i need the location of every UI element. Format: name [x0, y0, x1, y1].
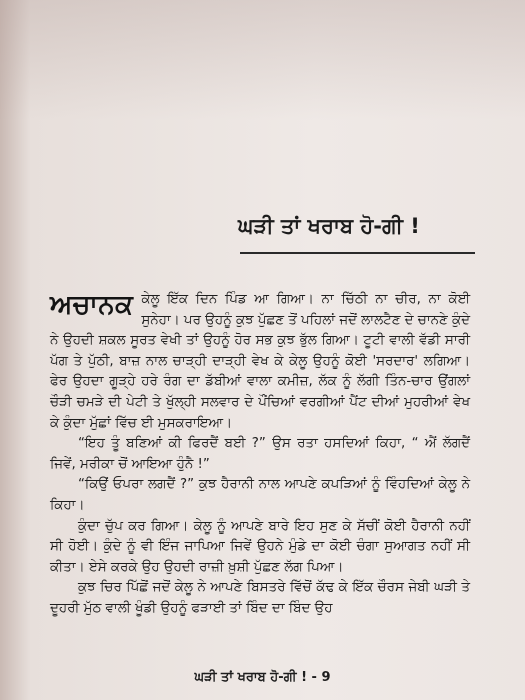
opening-word: ਅਚਾਨਕ	[50, 290, 134, 320]
paragraph-5: ਕੁਝ ਚਿਰ ਪਿੱਛੋਂ ਜਦੋਂ ਕੇਲੂ ਨੇ ਆਪਣੇ ਬਿਸਤਰੇ ਵਿੱਚੋਂ ਕੱਢ ਕੇ ਇੱਕ ਚੌਰਸ ਜੇਬੀ ਘੜੀ ਤੇ ਦੂਹਰੀ ਮੁੱਠ ਵਾਲੀ ਖੂੰਡੀ ਉਹਨੂੰ ਫੜਾਈ ਤਾਂ ਬਿੰਦ ਦਾ ਬਿੰਦ ਉਹ	[50, 580, 470, 616]
paragraph-1	[50, 290, 470, 434]
chapter-title: ਘੜੀ ਤਾਂ ਖਰਾਬ ਹੋ-ਗੀ !	[238, 214, 420, 238]
title-underline	[240, 252, 475, 254]
paragraph-3: “ਕਿਉਂ ਓਪਰਾ ਲਗਦੈਂ ?” ਕੁਝ ਹੈਰਾਨੀ ਨਾਲ ਆਪਣੇ ਕਪੜਿਆਂ ਨੂੰ ਵਿੰਹਦਿਆਂ ਕੇਲੂ ਨੇ ਕਿਹਾ।	[50, 477, 470, 513]
paragraph-2: “ਇਹ ਤੂੰ ਬਣਿਆਂ ਕੀ ਫਿਰਦੈਂ ਬਈ ?” ਉਸ ਰਤਾ ਹਸਦਿਆਂ ਕਿਹਾ, “ ਐਂ ਲੱਗਦੈਂ ਜਿਵੇਂ, ਮਰੀਕਾ ਚੋਂ ਆਇਆ ਹੁੰਨੈ !”	[50, 436, 470, 472]
page-footer: ਘੜੀ ਤਾਂ ਖਰਾਬ ਹੋ-ਗੀ ! - 9	[194, 670, 331, 685]
top-shadow	[0, 0, 525, 120]
paragraph-1-text: ਕੇਲੂ ਇੱਕ ਦਿਨ ਪਿੰਡ ਆ ਗਿਆ। ਨਾ ਚਿੱਠੀ ਨਾ ਚੀਰ, ਨਾ ਕੋਈ ਸੁਨੇਹਾ। ਪਰ ਉਹਨੂੰ ਕੁਝ ਪੁੱਛਣ ਤੋਂ ਪਹਿਲਾਂ ਜਦੋਂ ਲਾਲਟੈਣ ਦੇ ਚਾਨਣੇ ਕੁੰਦੇ ਨੇ ਉਹਦੀ ਸ਼ਕਲ ਸੂਰਤ ਵੇਖੀ ਤਾਂ ਉਹਨੂੰ ਹੋਰ ਸਭ ਕੁਝ ਭੁੱਲ ਗਿਆ। ਟੂਟੀ ਵਾਲੀ ਵੱਡੀ ਸਾਰੀ ਪੱਗ ਤੇ ਪੁੱਠੀ, ਬਾਜ਼ ਨਾਲ ਚਾੜ੍ਹੀ ਦਾੜ੍ਹੀ ਵੇਖ ਕੇ ਕੇਲੂ ਉਹਨੂੰ ਕੋਈ 'ਸਰਦਾਰ' ਲਗਿਆ। ਫੇਰ ਉਹਦਾ ਗੂੜ੍ਹੇ ਹਰੇ ਰੰਗ ਦਾ ਡੱਬੀਆਂ ਵਾਲਾ ਕਮੀਜ਼, ਲੱਕ ਨੂੰ ਲੱਗੀ ਤਿੰਨ-ਚਾਰ ਉਂਗਲਾਂ ਚੌੜੀ ਚਮੜੇ ਦੀ ਪੇਟੀ ਤੇ ਖੁੱਲ੍ਹੀ ਸਲਵਾਰ ਦੇ ਪੌਂਚਿਆਂ ਵਰਗੀਆਂ ਪੈਂਟ ਦੀਆਂ ਮੁਹਰੀਆਂ ਵੇਖ ਕੇ ਕੁੰਦਾ ਮੁੱਛਾਂ ਵਿੱਚ ਈ ਮੁਸਕਰਾਇਆ।	[50, 292, 470, 431]
chapter-body	[50, 290, 470, 620]
paragraph-4: ਕੁੰਦਾ ਚੁੱਪ ਕਰ ਗਿਆ। ਕੇਲੂ ਨੂੰ ਆਪਣੇ ਬਾਰੇ ਇਹ ਸੁਣ ਕੇ ਸੱਚੀਂ ਕੋਈ ਹੈਰਾਨੀ ਨਹੀਂ ਸੀ ਹੋਈ। ਕੁੰਦੇ ਨੂੰ ਵੀ ਇੰਜ ਜਾਪਿਆ ਜਿਵੇਂ ਉਹਨੇ ਮੁੰਡੇ ਦਾ ਕੋਈ ਚੰਗਾ ਸੁਆਗਤ ਨਹੀਂ ਸੀ ਕੀਤਾ। ਏਸੇ ਕਰਕੇ ਉਹ ਉਹਦੀ ਰਾਜ਼ੀ ਖ਼ੁਸ਼ੀ ਪੁੱਛਣ ਲੱਗ ਪਿਆ।	[50, 518, 470, 575]
